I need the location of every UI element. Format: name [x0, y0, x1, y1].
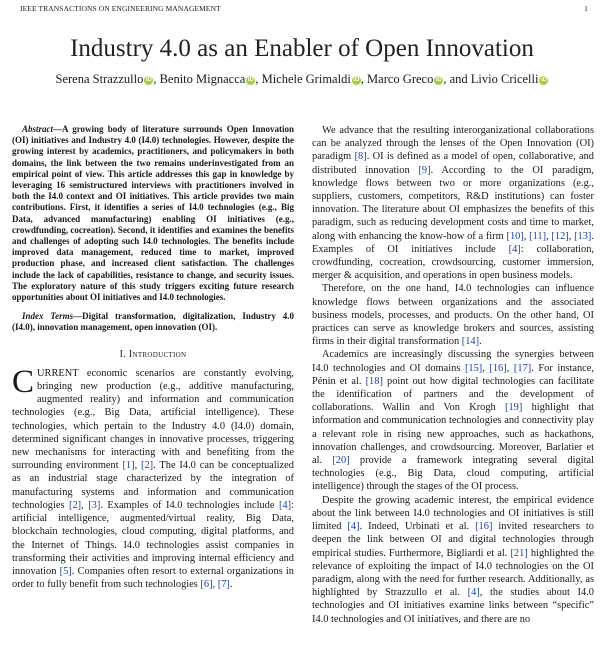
- author-list: Serena Strazzullo iD , Benito Mignacca iD , Michele Grimaldi iD , Marco Greco iD , and Livio Cricelli iD: [55, 72, 547, 86]
- body-paragraph: We advance that the resulting interorganizational collaborations can be analyzed through the lenses of the Open Innovation (OI) paradigm [8]. OI is defined as a model of open, collaborative, and distributed innovation [9]. According to the OI paradigm, knowledge flows between two or more organizations (e.g., suppliers, customers, competitors, R&D institutions) can foster innovation. The literature about OI emphasizes the benefits of this paradigm, such as reducing development costs and time to market, along with enhancing the know-how of a firm [10], [11], [12], [13]. Examples of OI initiatives include [4]: collaboration, crowdfunding, cocreation, crowdsourcing, customer immersion, merger & acquisition, and operations in open business models.: [312, 125, 594, 282]
- author-name[interactable]: Benito Mignacca: [159, 72, 246, 86]
- citation-link[interactable]: [14]: [461, 336, 480, 348]
- section-heading: I. Introduction: [119, 348, 187, 360]
- citation-link[interactable]: [13]: [574, 230, 592, 242]
- author-name[interactable]: Serena Strazzullo: [55, 72, 144, 86]
- citation-link[interactable]: [2]: [69, 499, 82, 511]
- body-paragraph: Despite the growing academic interest, the empirical evidence about the link between I4.0 technologies and OI initiatives is still limited [4]. Indeed, Urbinati et al. [16] invited researchers to deepen the link between OI and digital technologies through empirical studies. Furthermore, Bigliardi et al. [21] highlighted the relevance of exploiting the impact of I4.0 technologies on the OI paradigm, along with the need for further research. Additionally, as highlighted by Strazzullo et al. [4], the studies about I4.0 technologies and OI initiatives examine links between “specific” I4.0 technologies and OI initiatives, and there are no: [312, 494, 594, 625]
- running-head: [20, 4, 588, 13]
- orcid-icon[interactable]: iD: [435, 77, 442, 83]
- index-terms-label: Index Terms: [22, 311, 74, 322]
- citation-link[interactable]: [6]: [200, 579, 213, 591]
- citation-link[interactable]: [2]: [141, 460, 154, 472]
- orcid-icon[interactable]: iD: [247, 77, 254, 83]
- citation-link[interactable]: [4]: [278, 499, 292, 511]
- citation-link[interactable]: [19]: [505, 402, 523, 414]
- citation-link[interactable]: [4]: [347, 521, 360, 533]
- body-paragraph: Therefore, on the one hand, I4.0 technologies can influence knowledge flows between organizations and the associated business models, processes, and products. On the other hand, OI practices can serve as knowledge brokers and sources, assisting firms in their digital transformation [14].: [312, 283, 594, 348]
- paper-title: Industry 4.0 as an Enabler of Open Innovation: [70, 35, 534, 62]
- citation-link[interactable]: [8]: [354, 151, 367, 163]
- citation-link[interactable]: [7]: [217, 579, 230, 591]
- citation-link[interactable]: [16]: [475, 521, 493, 533]
- drop-cap: C: [12, 363, 35, 400]
- author-name[interactable]: Livio Cricelli: [470, 72, 539, 86]
- citation-link[interactable]: [12]: [551, 230, 569, 242]
- author-name[interactable]: Marco Greco: [367, 72, 434, 86]
- orcid-icon[interactable]: iD: [353, 77, 360, 83]
- citation-link[interactable]: [10]: [506, 230, 524, 242]
- citation-link[interactable]: [16]: [489, 362, 507, 374]
- abstract-text: —A growing body of literature surrounds Open Innovation (OI) initiatives and Industry 4.0 (I4.0) technologies. However, despite the growing interest by academics, practitioners, and policymakers in both domains, the link between the two remains underinvestigated from an empirical point of view. This article addresses this gap in knowledge by leveraging 16 semistructured interviews with practitioners involved in both the I4.0 context and OI initiatives. This article provides two main contributions. First, it identifies a series of I4.0 technologies (e.g., Big Data, advanced manufacturing) enabling OI initiatives (e.g., crowdfunding, cocreation). Second, it identifies and examines the benefits and challenges of adopting such I4.0 technologies. The benefits include improved data management, reduced time to market, improved production phase, and increased client satisfaction. The challenges include the lack of capabilities, resistance to change, and security issues. The exploratory nature of this study triggers exciting future research opportunities about OI initiatives and I4.0 technologies.: [12, 124, 294, 303]
- citation-link[interactable]: [17]: [513, 362, 532, 374]
- citation-link[interactable]: [9]: [418, 164, 431, 176]
- citation-link[interactable]: [5]: [59, 565, 72, 577]
- citation-link[interactable]: [4]: [467, 587, 480, 599]
- right-column: [312, 124, 594, 626]
- page-number: 1: [584, 4, 588, 13]
- body-paragraph: Academics are increasingly discussing the synergies between I4.0 technologies and OI domains [15], [16], [17]. For instance, Pénin et al. [18] point out how digital technologies can facilitate the identification of partners and the development of collaborations. Wallin and Von Krogh [19] highlight that information and communication technologies and connectivity play a relevant role in rising new approaches, such as hackathons, innovation challenges, and crowdsourcing. Moreover, Barlatier et al. [20] provide a framework integrating several digital technologies (e.g., Big Data, cloud computing, artificial intelligence) through the stages of the OI process.: [312, 349, 595, 493]
- citation-link[interactable]: [20]: [332, 455, 350, 467]
- citation-link[interactable]: [3]: [88, 499, 101, 511]
- citation-link[interactable]: [1]: [122, 460, 135, 472]
- intro-paragraph: CURRENT economic scenarios are constantly evolving, bringing new production (e.g., additive manufacturing, augmented reality) and information and communication technologies (e.g., Big Data, artificial intelligence). These technologies, which pertain to the Industry 4.0 (I4.0) domain, determined significant changes in innovative processes, triggering new mechanisms for interacting with and benefiting from the surrounding environment [1], [2]. The I4.0 can be conceptualized as an industrial stage characterized by the integration of manufacturing systems and information and communication technologies [2], [3]. Examples of I4.0 technologies include [4]: artificial intelligence, augmented/virtual reality, Big Data, blockchain technologies, cloud computing, digital platforms, and the Internet of Things. I4.0 technologies assist companies in transforming their activities and improving internal efficiency and innovation [5]. Companies often resort to external organizations in order to fully benefit from such technologies [6], [7].: [12, 363, 294, 591]
- abstract: [12, 124, 294, 303]
- citation-link[interactable]: [15]: [464, 362, 483, 374]
- citation-link[interactable]: [18]: [365, 375, 383, 387]
- abstract-label: Abstract: [22, 124, 54, 134]
- journal-name: IEEE TRANSACTIONS ON ENGINEERING MANAGEMENT: [20, 4, 221, 13]
- index-terms-text: —Digital transformation, digitalization, Industry 4.0 (I4.0), innovation management, open innovation (OI).: [12, 311, 294, 333]
- index-terms: [12, 311, 294, 333]
- citation-link[interactable]: [11]: [529, 230, 547, 242]
- left-column: [12, 124, 294, 591]
- orcid-icon[interactable]: iD: [540, 77, 547, 83]
- orcid-icon[interactable]: iD: [145, 77, 152, 83]
- author-name[interactable]: Michele Grimaldi: [261, 72, 351, 86]
- citation-link[interactable]: [4]: [508, 243, 521, 255]
- citation-link[interactable]: [21]: [510, 547, 528, 559]
